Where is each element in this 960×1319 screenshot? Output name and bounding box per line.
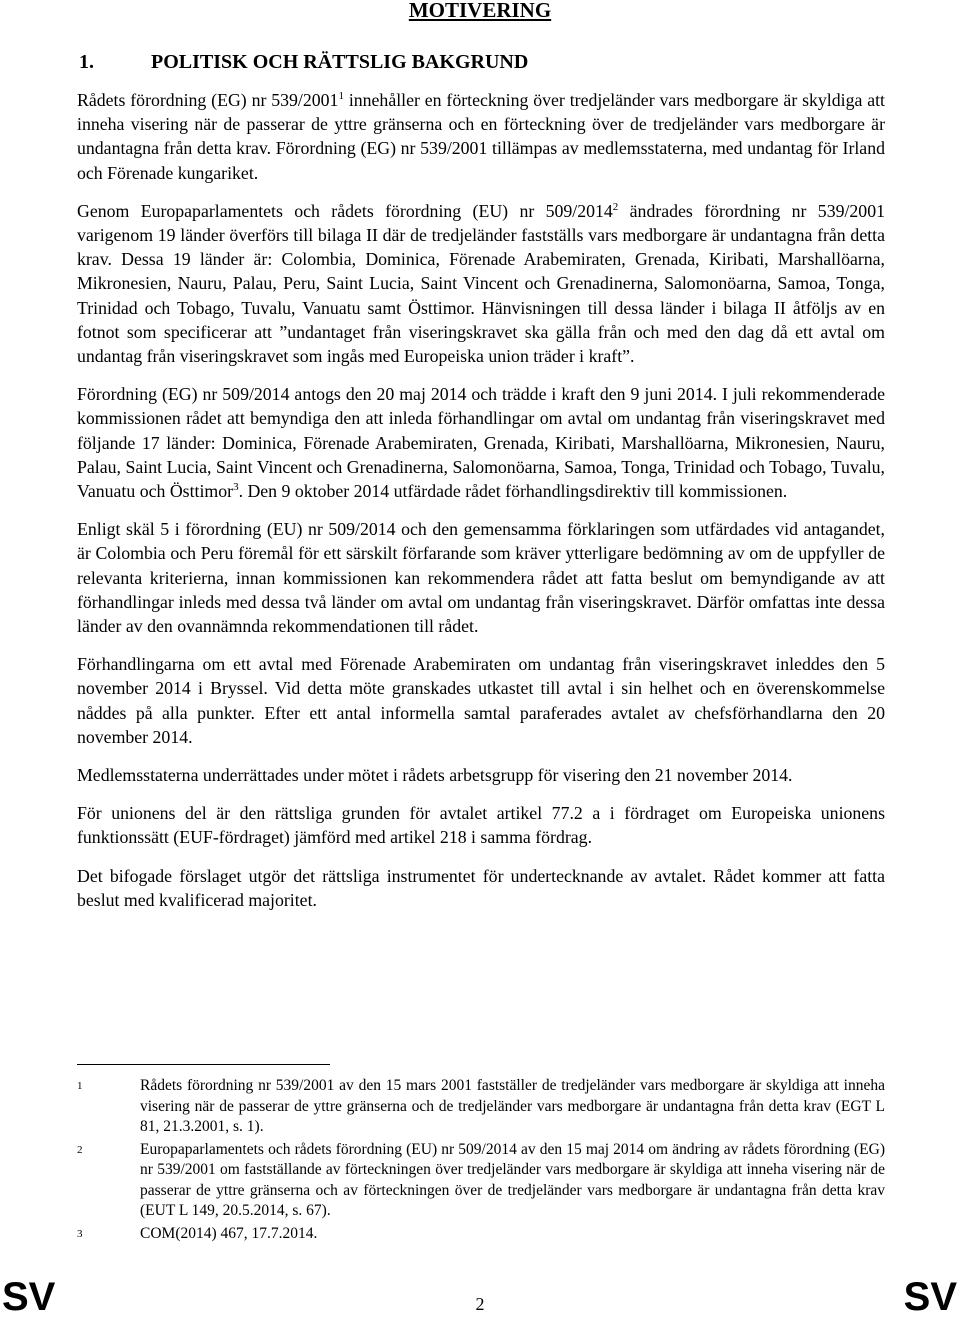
footnote-number: 2 xyxy=(77,1143,83,1156)
paragraph-text: För unionens del är den rättsliga grunden för avtalet artikel 77.2 a i fördraget om Europeiska unionens funktionssätt (EUF-fördraget) jämförd med artikel 218 i samma fördrag. xyxy=(77,803,885,848)
paragraph-legal-background xyxy=(77,88,885,185)
paragraph-text: ändrades förordning nr 539/2001 varigenom 19 länder överförs till bilaga II där de tredjeländer fastställs vars medborgare är undantagna från detta krav. Dessa 19 länder är: Colombia, Dominica, Förenade Arabemiraten, Grenada, Kiribati, Marshallöarna, Mikronesien, Nauru, Palau, Peru, Saint Lucia, Saint Vincent och Grenadinerna, Salomonöarna, Samoa, Tonga, Trinidad och Tobago, Tuvalu, Vanuatu samt Östtimor. Hänvisningen till dessa länder i bilaga II åtföljs av en fotnot som specificerar att ”undantaget från viseringskravet ska gälla från och med den dag då ett avtal om undantag från viseringskravet som ingås med Europeiska union träder i kraft”. xyxy=(77,200,885,367)
paragraph-regulation-amendment xyxy=(77,199,885,368)
language-code-right: SV xyxy=(903,1275,957,1319)
section-number: 1. xyxy=(79,51,94,73)
section-title: POLITISK OCH RÄTTSLIG BAKGRUND xyxy=(151,51,529,73)
language-code-left: SV xyxy=(2,1275,56,1319)
paragraph-member-states-informed xyxy=(77,763,885,787)
page-number: 2 xyxy=(475,1294,485,1314)
footnote-reference: 2 xyxy=(612,200,619,213)
footnote xyxy=(77,1224,885,1245)
footnote-separator xyxy=(77,1064,330,1065)
footnote-number: 1 xyxy=(77,1080,83,1092)
document-title: MOTIVERING xyxy=(408,0,552,22)
footnote-number: 3 xyxy=(77,1227,83,1240)
paragraph-negotiation-mandate xyxy=(77,382,885,503)
paragraph-text: Förhandlingarna om ett avtal med Förenade Arabemiraten om undantag från viseringskravet inleddes den 5 november 2014 i Bryssel. Vid detta möte granskades utkastet till avtal i sin helhet och en överenskommelse nåddes på alla punkter. Efter ett antal informella samtal paraferades avtalet av chefsförhandlarna den 20 november 2014. xyxy=(77,654,885,747)
paragraph-colombia-peru xyxy=(77,517,885,638)
footnote-reference: 1 xyxy=(338,90,344,102)
footnotes xyxy=(77,1076,885,1246)
footnote-reference: 3 xyxy=(233,481,239,494)
paragraph-text: Förordning (EG) nr 509/2014 antogs den 20 maj 2014 och trädde i kraft den 9 juni 2014. I juli rekommenderade kommissionen rådet att bemyndiga den att inleda förhandlingar om avtal om undantag från viseringskravet med följande 17 länder: Dominica, Förenade Arabemiraten, Grenada, Kiribati, Marshallöarna, Mikronesien, Nauru, Palau, Saint Lucia, Saint Vincent och Grenadinerna, Salomonöarna, Samoa, Tonga, Trinidad och Tobago, Tuvalu, Vanuatu och Östtimor xyxy=(77,384,885,502)
body-text xyxy=(77,88,885,926)
footnote xyxy=(77,1140,885,1222)
paragraph-legal-basis xyxy=(77,801,885,849)
paragraph-text: Genom Europaparlamentets och rådets förordning (EU) nr 509/2014 xyxy=(77,200,613,221)
paragraph-negotiations xyxy=(77,652,885,749)
paragraph-text: Medlemsstaterna underrättades under mötet i rådets arbetsgrupp för visering den 21 november 2014. xyxy=(77,765,793,786)
paragraph-conclusion xyxy=(77,864,885,912)
paragraph-text: Rådets förordning (EG) nr 539/2001 xyxy=(77,90,339,110)
paragraph-text: . Den 9 oktober 2014 utfärdade rådet förhandlingsdirektiv till kommissionen. xyxy=(238,481,788,502)
paragraph-text: Enligt skäl 5 i förordning (EU) nr 509/2014 och den gemensamma förklaringen som utfärdades vid antagandet, är Colombia och Peru föremål för ett särskilt förfarande som kräver ytterligare bedömning av om de uppfyller de relevanta kriterierna, innan kommissionen kan rekommendera rådet att fatta beslut om bemyndigande av att förhandlingar inleds med dessa två länder om avtal om undantag från viseringskravet. Därför omfattas inte dessa länder av den ovannämnda rekommendationen till rådet. xyxy=(77,519,885,637)
section-heading xyxy=(79,51,528,74)
paragraph-text: Det bifogade förslaget utgör det rättsliga instrumentet för undertecknande av avtalet. Rådet kommer att fatta beslut med kvalificerad majoritet. xyxy=(77,865,885,910)
footnote-text: Rådets förordning nr 539/2001 av den 15 mars 2001 fastställer de tredjeländer vars medborgare är skyldiga att inneha visering när de passerar de yttre gränserna och de tredjeländer vars medborgare är undantagna från detta krav (EGT L 81, 21.3.2001, s. 1). xyxy=(140,1077,885,1135)
footnote-text: Europaparlamentets och rådets förordning (EU) nr 509/2014 av den 15 maj 2014 om ändring av rådets förordning (EG) nr 539/2001 om fastställande av förteckningen över tredjeländer vars medborgare är skyldiga att inneha visering när de passerar de yttre gränserna och av förteckningen över de tredjeländer vars medborgare är undantagna från detta krav (EUT L 149, 20.5.2014, s. 67). xyxy=(140,1140,885,1219)
paragraph-text: innehåller en förteckning över tredjeländer vars medborgare är skyldiga att inneha visering när de passerar de yttre gränserna och en förteckning över de tredjeländer vars medborgare är undantagna från detta krav. Förordning (EG) nr 539/2001 tillämpas av medlemsstaterna, med undantag för Irland och Förenade kungariket. xyxy=(77,90,886,183)
footnote-text: COM(2014) 467, 17.7.2014. xyxy=(140,1224,318,1242)
footnote xyxy=(77,1076,885,1138)
